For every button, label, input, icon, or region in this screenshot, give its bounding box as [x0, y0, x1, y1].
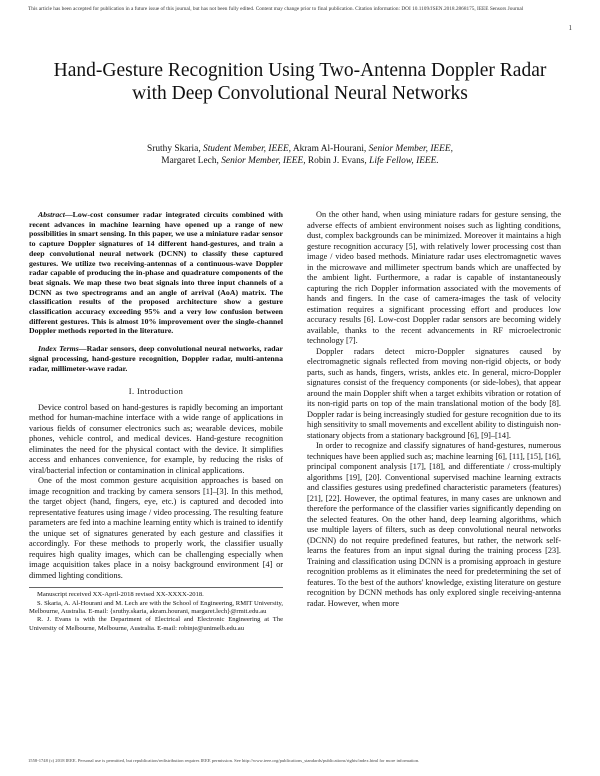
author-list	[40, 143, 560, 167]
author-name: Sruthy Skaria,	[147, 144, 201, 154]
section-heading: I. Introduction	[128, 387, 184, 397]
paragraph: Device control based on hand-gestures is rapidly becoming an important method for human-machine interface with a wide range of applications in various fields of consumer electronics such as; wearable devices, mobile phones, vehicle control, and medical devices. Hand-gesture recognition eliminates the need for the physical contact with the device. It simplifies access and enhances convenience, for example, by reducing the risks of viral/bacterial infection or contamination in clinical applications.	[29, 402, 283, 475]
abstract-text: —Low-cost consumer radar integrated circuits combined with recent advances in machine learning have opened up a range of new possibilities in smart sensing. In this paper, we use a miniature radar sensor to capture Doppler signatures of 14 different hand-gestures, and train a deep convolutional neural network (DCNN) to classify these captured gestures. We utilize two receiving-antennas of a continuous-wave Doppler radar capable of producing the in-phase and quadrature components of the beat signals. We map these two beat signals into three input channels of a DCNN as two spectrograms and an angle of arrival (AoA) matrix. The classification results of the proposed architecture show a gesture classification accuracy exceeding 95% and a very low confusion between different gestures. This is almost 10% improvement over the single-channel Doppler methods reported in the literature.	[29, 210, 283, 336]
author-name: Margaret Lech,	[161, 156, 219, 166]
abstract-lead: Abstract	[38, 210, 65, 219]
paragraph: One of the most common gesture acquisition approaches is based on image recognition and tracking by camera sensors [1]–[3]. In this method, the target object (hand, fingers, eye, etc.) is captured and decoded into representative features using image / video processing. The resulting feature parameters are fed into a machine learning entity which is trained to identify the unique set of signatures generated by each gesture and classifies it accordingly. For these methods to properly work, the classifier usually requires high quality images, which can be challenging especially when image acquisition takes place in a noisy background environment [4] or dimmed lighting conditions.	[29, 476, 283, 580]
footnotes	[29, 587, 283, 633]
footnote: R. J. Evans is with the Department of Electrical and Electronic Engineering at The University of Melbourne, Melbourne, Australia. E-mail: robinje@unimelb.edu.au	[29, 616, 283, 632]
copyright-footer: 1558-1748 (c) 2018 IEEE. Personal use is permitted, but republication/redistribution requires IEEE permission. See http://www.ieee.org/publications_standards/publications/rights/index.html for more information.	[28, 758, 420, 763]
index-terms	[29, 344, 283, 373]
author-name: Robin J. Evans,	[307, 156, 367, 166]
index-terms-lead: Index Terms	[38, 344, 79, 354]
left-column	[29, 210, 283, 633]
page-number: 1	[568, 24, 572, 32]
journal-banner: This article has been accepted for publication in a future issue of this journal, but has not been fully edited. Content may change prior to final publication. Citation information: DOI 10.1109/JSEN.2018.2868175, IEEE Sensors Journal	[28, 6, 524, 12]
right-column	[307, 210, 561, 609]
abstract	[29, 210, 283, 336]
paragraph: On the other hand, when using miniature radars for gesture sensing, the adverse effects of ambient environment noises such as lighting conditions, dust, complex backgrounds can be minimized. Moreover it maintains a high gesture recognition accuracy [5], with relatively lower processing cost than image / video based methods. Miniature radar uses electromagnetic waves in the microwave and millimeter spectrum bands which are unaffected by the ambient light. Furthermore, a radar is capable of instantaneously capturing the rich Doppler information associated with the movements of hands and fingers. In the case of camera-images the task of velocity estimation requires a significant processing effort and produces low accuracy results [6]. Low-cost Doppler radar sensors are becoming widely available, thanks to the recent advancements in RF microelectronic technology [7].	[307, 210, 561, 345]
author-role: Life Fellow, IEEE.	[369, 156, 439, 166]
footnote: Manuscript received XX-April-2018 revised XX-XXXX-2018.	[37, 591, 204, 599]
footnote: S. Skaria, A. Al-Hourani and M. Lech are with the School of Engineering, RMIT University, Melbourne, Australia. E-mail: {sruthy.skaria, akram.hourani, margaret.lech}@rmit.edu.au	[29, 599, 283, 616]
author-role: Senior Member, IEEE,	[221, 156, 306, 166]
paragraph: Doppler radars detect micro-Doppler signatures caused by electromagnetic signals reflected from moving non-rigid objects, or body parts, such as hands, fingers, wrists, ankles etc. In general, micro-Doppler signatures consist of the frequency components (or side-lobes), that appear around the main Doppler shift when a target exhibits vibration or rotation of its non-rigid parts on top of the main translational motion of the body [8]. Doppler radar is being increasingly studied for gesture recognition due to its high sensitivity to small movements and excellent ability to distinguish non-stationary objects from a stationary background [6], [9]–[14].	[307, 346, 561, 440]
index-terms-text: —Radar sensors, deep convolutional neural networks, radar signal processing, hand-gesture recognition, Doppler radar, multi-antenna radar, millimeter-wave radar.	[29, 344, 283, 373]
author-role: Senior Member, IEEE,	[368, 144, 453, 154]
paper-title: Hand-Gesture Recognition Using Two-Antenna Doppler Radar with Deep Convolutional Neural Networks	[53, 60, 547, 104]
author-name: Akram Al-Hourani,	[292, 144, 367, 154]
paragraph: In order to recognize and classify signatures of hand-gestures, numerous techniques have been applied such as; machine learning [6], [11], [15], [16], principal component analysis [17], [18], and differentiate / cross-multiply algorithms [19], [20]. Conventional supervised machine learning extracts and classifies gestures using predefined characteristic parameters (features) [21], [22]. However, the optimal features, in many cases are unknown and therefore the performance of the classifier varies significantly depending on the selected features. On the other hand, deep learning algorithms, which use multiple layers of filters, such as deep convolutional neural networks (DCNN) do not require predefined features, but rather, the network self-learns the features from an input signal during the training process [23]. Training and classification using DCNN is a promising approach in gesture recognition problems as it eliminates the need for predetermining the set of features. To the best of the authors' knowledge, existing literature on gesture recognition by DCNN methods has only explored single receiving-antenna radar. However, when more	[307, 441, 561, 608]
author-role: Student Member, IEEE,	[203, 144, 292, 154]
